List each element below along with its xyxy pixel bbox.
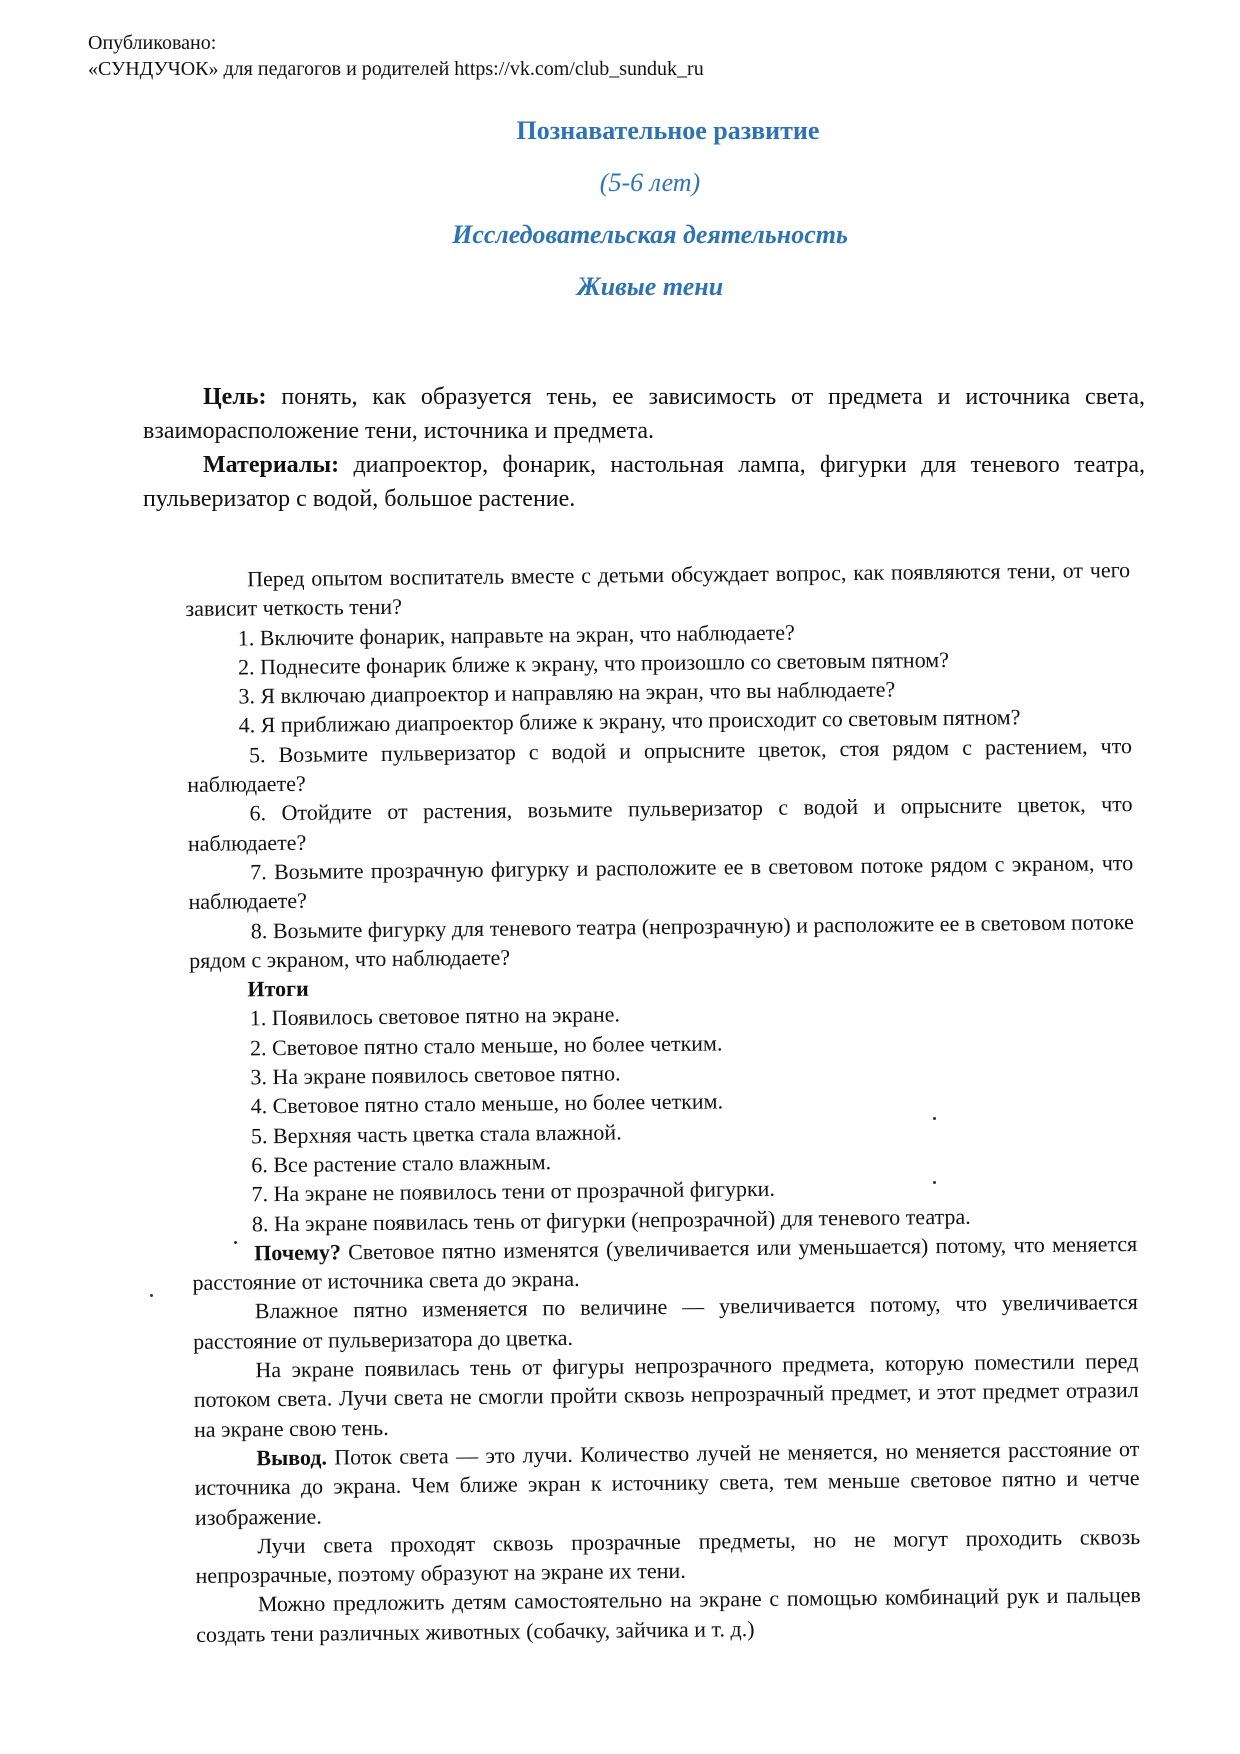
explanation-paragraph-2: Влажное пятно изменяется по величине — увеличивается потому, что увеличивается расстояние от пульверизатора до цветка. xyxy=(192,1289,1138,1354)
step-1: 1. Включите фонарик, направьте на экран, что наблюдаете? xyxy=(237,619,795,651)
materials-text: диапроектор, фонарик, настольная лампа, фигурки для теневого театра, пульверизатор с водой, большое растение. xyxy=(143,452,1145,512)
goal-paragraph xyxy=(143,380,1145,448)
step-4: 4. Я приближаю диапроектор ближе к экрану, что происходит со световым пятном? xyxy=(238,704,1021,738)
conclusion-paragraph xyxy=(194,1434,1140,1532)
conclusion-label: Вывод. xyxy=(256,1444,328,1471)
explanation-paragraph-3: На экране появилась тень от фигуры непрозрачного предмета, которую поместили перед потоком света. Лучи света не смогли пройти сквозь непрозрачный предмет, и этот предмет отразил на экране свою тень. xyxy=(193,1348,1139,1442)
why-paragraph xyxy=(192,1229,1138,1297)
step-6: 6. Отойдите от растения, возьмите пульверизатор с водой и опрысните цветок, что наблюдаете? xyxy=(187,791,1133,856)
result-4: 4. Световое пятно стало меньше, но более четким. xyxy=(250,1088,724,1119)
conclusion-paragraph-2: Лучи света проходят сквозь прозрачные предметы, но не могут проходить сквозь непрозрачные, поэтому образуют на экране их тени. xyxy=(195,1523,1141,1589)
scan-speck xyxy=(150,1294,153,1297)
result-7: 7. На экране не появилось тени от прозрачной фигурки. xyxy=(251,1176,776,1207)
scan-speck xyxy=(933,1117,936,1120)
intro-section xyxy=(143,380,1145,516)
why-label: Почему? xyxy=(254,1239,342,1266)
section-title: Познавательное развитие xyxy=(516,116,820,145)
goal-label: Цель: xyxy=(203,384,267,410)
scan-speck xyxy=(933,1181,936,1184)
goal-text: понять, как образуется тень, ее зависимость от предмета и источника света, взаиморасположение тени, источника и предмета. xyxy=(143,384,1145,444)
step-5: 5. Возьмите пульверизатор с водой и опрысните цветок, стоя рядом с растением, что наблюдаете? xyxy=(187,732,1133,798)
conclusion-paragraph-3: Можно предложить детям самостоятельно на экране с помощью комбинаций рук и пальцев создать тени различных животных (собачку, зайчика и т. д.) xyxy=(196,1582,1141,1647)
why-text: Световое пятно изменятся (увеличивается или уменьшается) потому, что меняется расстояние от источника света до экрана. xyxy=(192,1230,1138,1296)
materials-paragraph xyxy=(143,448,1145,516)
publication-header xyxy=(88,30,704,82)
step-2: 2. Поднесите фонарик ближе к экрану, что произошло со световым пятном? xyxy=(237,646,950,680)
scanned-body xyxy=(185,555,1141,1649)
age-range: (5-6 лет) xyxy=(599,168,701,197)
scan-speck xyxy=(234,1241,237,1244)
step-8: 8. Возьмите фигурку для теневого театра (непрозрачную) и расположите ее в световом потоке рядом с экраном, что наблюдаете? xyxy=(189,908,1134,973)
result-2: 2. Световое пятно стало меньше, но более четким. xyxy=(249,1030,723,1061)
activity-title: Исследовательская деятельность xyxy=(452,220,848,249)
source-line: «СУНДУЧОК» для педагогов и родителей https://vk.com/club_sunduk_ru xyxy=(88,58,704,80)
conclusion-text: Поток света — это лучи. Количество лучей не меняется, но меняется расстояние от источника до экрана. Чем ближе экран к источнику света, тем меньше световое пятно и четче изображение. xyxy=(194,1435,1140,1530)
experiment-intro: Перед опытом воспитатель вместе с детьми обсуждает вопрос, как появляются тени, от чего зависит четкость тени? xyxy=(185,557,1131,622)
topic-title: Живые тени xyxy=(576,272,724,301)
result-8: 8. На экране появилась тень от фигурки (непрозрачной) для теневого театра. xyxy=(251,1203,971,1236)
step-3: 3. Я включаю диапроектор и направляю на экран, что вы наблюдаете? xyxy=(238,676,896,709)
materials-label: Материалы: xyxy=(203,452,340,478)
result-3: 3. На экране появилось световое пятно. xyxy=(250,1060,621,1090)
result-5: 5. Верхняя часть цветка стала влажной. xyxy=(250,1119,622,1148)
step-7: 7. Возьмите прозрачную фигурку и расположите ее в световом потоке рядом с экраном, что наблюдаете? xyxy=(188,850,1134,915)
result-1: 1. Появилось световое пятно на экране. xyxy=(249,1001,621,1031)
results-heading: Итоги xyxy=(247,975,309,1002)
published-label: Опубликовано: xyxy=(88,32,217,54)
result-6: 6. Все растение стало влажным. xyxy=(251,1149,552,1178)
